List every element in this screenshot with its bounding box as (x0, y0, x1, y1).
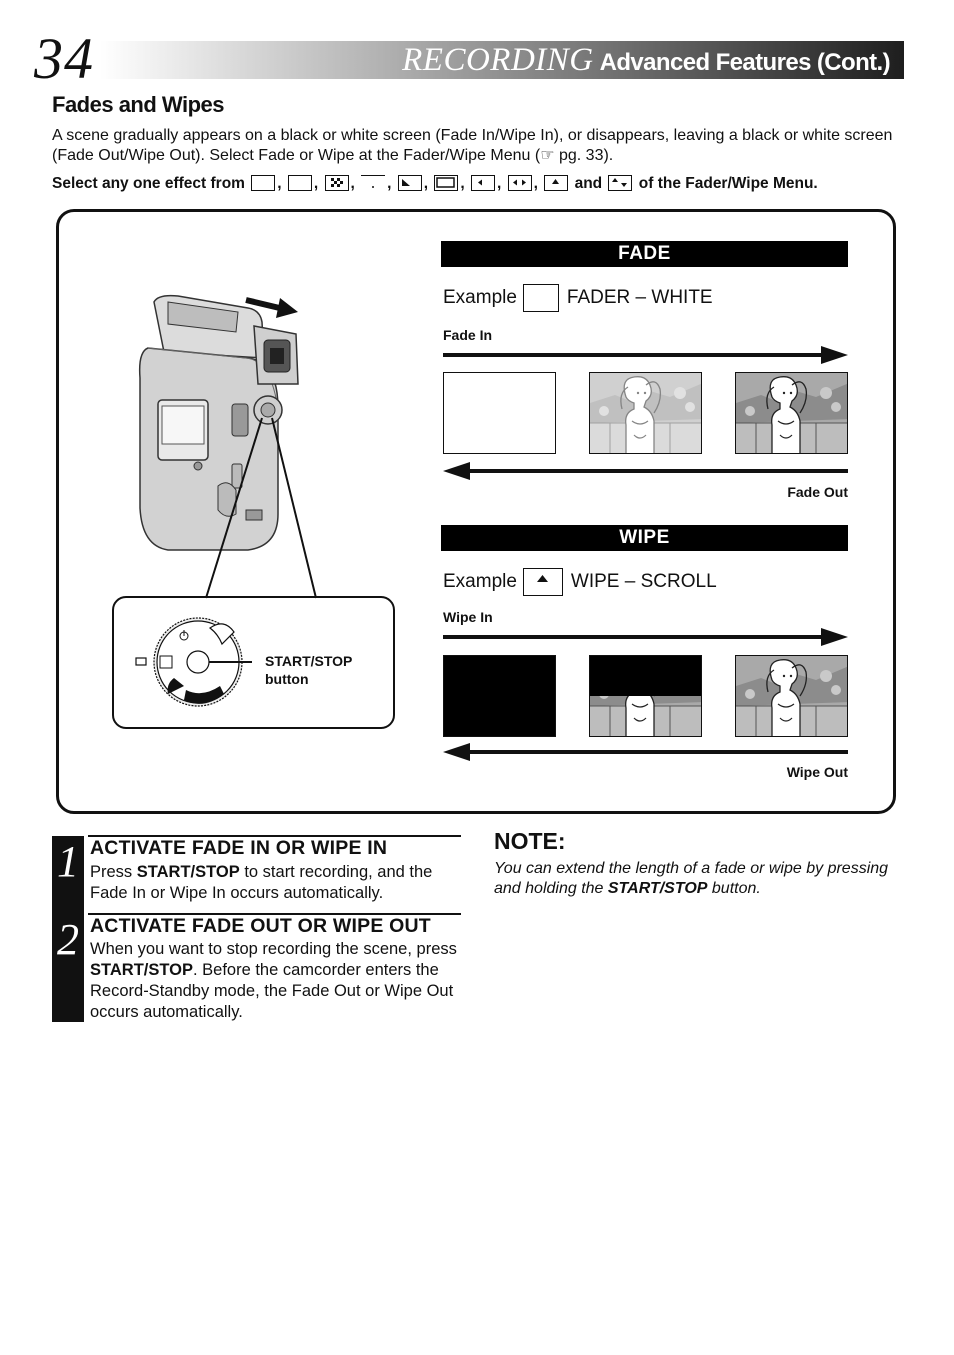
wipe-band: WIPE (441, 525, 848, 551)
start-stop-label (265, 652, 352, 688)
select-suffix: of the Fader/Wipe Menu. (638, 175, 818, 192)
page-number: 34 (34, 26, 94, 91)
wipe-example (443, 568, 717, 596)
note-title: NOTE: (494, 828, 566, 854)
fade-example-name: FADER – WHITE (566, 287, 713, 309)
section-title: Fades and Wipes (52, 92, 225, 117)
start-stop-label-line1: START/STOP (265, 653, 353, 669)
note-text-a: You can extend the length of a fade or wipe by pressing and holding the (494, 860, 889, 897)
camcorder-illustration (128, 288, 318, 558)
fade-example (443, 284, 713, 312)
shutter-icon (361, 175, 385, 191)
step-number-bar (52, 836, 84, 1022)
fader-white-icon (251, 175, 275, 191)
slide-icon (398, 175, 422, 191)
fade-frame-white (443, 372, 556, 454)
corner-icon (471, 175, 495, 191)
fade-in-label: Fade In (443, 327, 493, 343)
fade-band: FADE (441, 241, 848, 267)
door-icon (434, 175, 458, 191)
intro-text-2: pg. 33). (554, 147, 614, 164)
fader-black-icon (288, 175, 312, 191)
pointing-hand-icon: ☞ (540, 147, 555, 164)
mosaic-icon (325, 175, 349, 191)
intro-text-1: A scene gradually appears on a black or white screen (Fade In/Wipe In), or disappears, leaving a black or white screen (Fade Out/Wipe Out). Select Fade or Wipe at the Fader/Wipe Menu ( (52, 127, 893, 164)
step-1-text-b: to start recording, and the Fade In or Wipe In occurs automatically. (90, 863, 433, 902)
fade-frame-partial (589, 372, 702, 454)
step-2-heading: ACTIVATE FADE OUT OR WIPE OUT (90, 915, 431, 937)
wipe-example-label: Example (443, 571, 517, 593)
note-text-bold: START/STOP (607, 880, 708, 897)
wipe-in-arrow (443, 628, 849, 646)
fade-out-arrow (443, 462, 849, 480)
step-2-text-b: . Before the camcorder enters the Record-Standby mode, the Fade Out or Wipe Out occurs automatically. (90, 961, 454, 1021)
step-1-text-bold: START/STOP (136, 863, 240, 881)
step-2-text-bold: START/STOP (90, 961, 193, 979)
step-1-text-a: Press (90, 863, 137, 881)
step-2-text-a: When you want to stop recording the scene, press (90, 940, 457, 958)
fade-frame-full (735, 372, 848, 454)
wipe-in-label: Wipe In (443, 609, 493, 625)
select-prefix: Select any one effect from (52, 175, 245, 192)
page-header-title (402, 42, 890, 78)
note-text-b: button. (707, 880, 761, 897)
header-title-main: RECORDING (402, 42, 594, 78)
step-1-number: 1 (57, 837, 79, 886)
step-1-text (90, 862, 462, 904)
random-icon (608, 175, 632, 191)
step-2-text (90, 939, 462, 1023)
step-1-heading: ACTIVATE FADE IN OR WIPE IN (90, 837, 388, 859)
start-stop-label-line2: button (265, 671, 309, 687)
note-text (494, 859, 894, 899)
scroll-icon (544, 175, 568, 191)
wipe-out-label: Wipe Out (786, 764, 848, 780)
wipe-frame-black (443, 655, 556, 737)
select-and: and (574, 175, 603, 192)
fade-in-arrow (443, 346, 849, 364)
window-icon (508, 175, 532, 191)
effect-select-line: Select any one effect from , , , , , , , , and of the Fader/Wipe Menu. (52, 175, 818, 192)
wipe-frame-partial (589, 655, 702, 737)
header-title-sub: Advanced Features (Cont.) (599, 49, 890, 76)
intro-paragraph (52, 126, 902, 166)
fade-out-label: Fade Out (787, 484, 848, 500)
wipe-out-arrow (443, 743, 849, 761)
fader-white-example-icon (523, 284, 559, 312)
wipe-example-name: WIPE – SCROLL (570, 571, 717, 593)
wipe-scroll-example-icon (523, 568, 563, 596)
step-2-number: 2 (57, 915, 79, 964)
fade-example-label: Example (443, 287, 517, 309)
mode-dial-illustration (132, 614, 252, 714)
wipe-frame-full (735, 655, 848, 737)
